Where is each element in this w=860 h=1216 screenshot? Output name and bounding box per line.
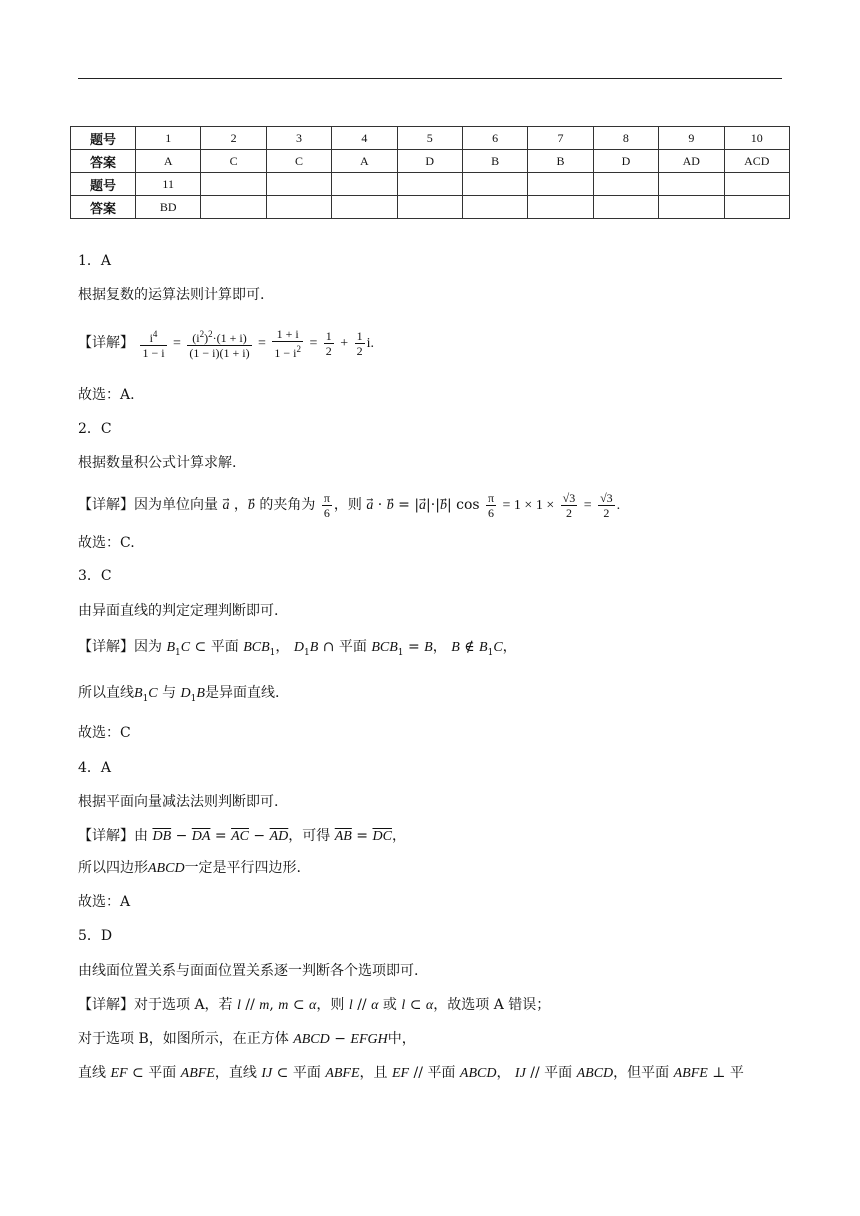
table-cell: D — [397, 150, 462, 173]
detail-label: 【详解】 — [78, 335, 134, 351]
q2-hint: 根据数量积公式计算求解. — [78, 455, 237, 471]
q4-conclusion: 故选：A — [78, 894, 131, 910]
q3-detail: 【详解】因为 $B_1C$ ⊂ 平面 $BCB_1$， $D_1B$ ∩ 平面 $BCB_1 = B$， B ∉ $B_1C$， — [78, 639, 517, 658]
answer-table — [70, 126, 790, 219]
table-head-cell: 答案 — [71, 196, 136, 219]
q5-title: 5．D — [78, 928, 113, 944]
detail-text: 由 — [134, 828, 148, 844]
table-cell — [462, 173, 527, 196]
table-cell — [528, 173, 593, 196]
formula-fraction: $\frac{\pi}{6}$ — [488, 490, 495, 520]
header-rule — [78, 78, 782, 79]
q1-hint: 根据复数的运算法则计算即可. — [78, 287, 265, 303]
detail-text: 所以直线 — [78, 685, 134, 701]
formula-fraction: $\frac{i^4}{1 - i}$ — [142, 328, 165, 360]
detail-text: 直线 — [78, 1065, 106, 1081]
detail-text: 所以四边形 — [78, 860, 148, 876]
q4-hint: 根据平面向量减法法则判断即可. — [78, 794, 279, 810]
plane-word: 平面 — [427, 1065, 456, 1081]
formula-fraction: $\frac{1}{2}$ — [325, 328, 332, 358]
q4-detail: 【详解】由 $\overline{DB} - \overline{DA} = \overline{AC} - \overline{AD}$，可得 $\overline{AB} = \overline{DC}$， — [78, 828, 406, 844]
q1-detail: 【详解】 $\frac{i^4}{1 - i}$ = $\frac{(i^2)^2\cdot(1 + i)}{(1 - i)(1 + i)}$ = $\frac{1 + i}{1 - i^2}$ = $\frac{1}{2}$ + $\frac{1}{2}$ i. — [78, 326, 374, 360]
table-cell: B — [528, 150, 593, 173]
q5-hint: 由线面位置关系与面面位置关系逐一判断各个选项即可. — [78, 963, 419, 979]
q4-title: 4．A — [78, 760, 112, 776]
table-cell: 9 — [659, 127, 724, 150]
plane-word: 平面 — [148, 1065, 177, 1081]
detail-text: ，则 — [333, 497, 362, 513]
detail-text: 平 — [729, 1065, 744, 1081]
detail-text: 因为 — [134, 639, 162, 655]
table-cell — [266, 173, 331, 196]
table-cell: 1 — [136, 127, 201, 150]
detail-label: 【详解】 — [78, 497, 134, 513]
table-row — [71, 127, 790, 150]
formula-fraction: $\frac{√3}{2}$ — [600, 490, 613, 520]
table-cell — [332, 173, 397, 196]
q3-title: 3．C — [78, 568, 112, 584]
detail-text: ，则 — [316, 997, 345, 1013]
table-cell: A — [136, 150, 201, 173]
detail-label: 【详解】 — [78, 997, 134, 1013]
detail-text: 是异面直线. — [204, 685, 280, 701]
plane-word: 平面 — [210, 639, 239, 655]
table-cell — [397, 196, 462, 219]
table-head-cell: 题号 — [71, 127, 136, 150]
detail-text: 对于选项 A，若 — [134, 997, 233, 1013]
q1-title: 1．A — [78, 253, 112, 269]
table-cell: BD — [136, 196, 201, 219]
table-cell — [593, 173, 658, 196]
table-cell: C — [201, 150, 266, 173]
detail-text: 一定是平行四边形. — [184, 860, 302, 876]
table-cell: D — [593, 150, 658, 173]
detail-text: 中， — [387, 1031, 416, 1047]
table-cell: A — [332, 150, 397, 173]
plane-word: 平面 — [544, 1065, 573, 1081]
detail-text: 与 — [162, 685, 177, 701]
table-cell: 10 — [724, 127, 789, 150]
detail-text: ，且 — [359, 1065, 388, 1081]
q2-detail: 【详解】因为单位向量 a⃗ ，b⃗ 的夹角为 $\frac{\pi}{6}$ ，则 a⃗ · b⃗ = |a⃗|·|b⃗| cos $\frac{\pi}{6}$ = 1 × 1 × $\frac{√3}{2}$ = $\frac{√3}{2}$ . — [78, 490, 621, 520]
plane-word: 平面 — [338, 639, 367, 655]
table-cell: 8 — [593, 127, 658, 150]
table-cell — [201, 173, 266, 196]
q2-title: 2．C — [78, 421, 112, 437]
detail-text: ，直线 — [214, 1065, 257, 1081]
q3-line2: 所以直线$B_1C$ 与 $D_1B$是异面直线. — [78, 685, 280, 704]
detail-text: ，故选项 A 错误； — [433, 997, 551, 1013]
detail-label: 【详解】 — [78, 639, 134, 655]
table-cell: ACD — [724, 150, 789, 173]
table-cell — [266, 196, 331, 219]
table-cell: 7 — [528, 127, 593, 150]
table-cell: 5 — [397, 127, 462, 150]
detail-text: 或 — [382, 997, 397, 1013]
detail-text: ，可得 — [288, 828, 331, 844]
table-cell: C — [266, 150, 331, 173]
q1-conclusion: 故选：A. — [78, 387, 135, 403]
detail-text: 的夹角为 — [259, 497, 316, 513]
table-row — [71, 196, 790, 219]
table-cell: AD — [659, 150, 724, 173]
table-cell — [397, 173, 462, 196]
table-cell — [201, 196, 266, 219]
table-cell — [593, 196, 658, 219]
plane-word: 平面 — [292, 1065, 321, 1081]
table-cell — [724, 196, 789, 219]
q4-line2: 所以四边形ABCD一定是平行四边形. — [78, 860, 302, 876]
q5-detail: 【详解】对于选项 A，若 l // m, m ⊂ α，则 l // α 或 l ⊂ α，故选项 A 错误； — [78, 997, 551, 1013]
table-cell: 11 — [136, 173, 201, 196]
detail-label: 【详解】 — [78, 828, 134, 844]
formula-fraction: $\frac{1 + i}{1 - i^2}$ — [274, 326, 301, 360]
formula-fraction: $\frac{1}{2}$ — [356, 328, 363, 358]
table-cell: 4 — [332, 127, 397, 150]
table-cell — [462, 196, 527, 219]
q3-hint: 由异面直线的判定定理判断即可. — [78, 603, 279, 619]
formula-fraction: $\frac{(i^2)^2\cdot(1 + i)}{(1 - i)(1 + i)}$ — [189, 328, 250, 360]
table-cell: 6 — [462, 127, 527, 150]
detail-text: 对于选项 B，如图所示，在正方体 — [78, 1031, 289, 1047]
table-cell — [659, 173, 724, 196]
table-row — [71, 173, 790, 196]
table-cell: 2 — [201, 127, 266, 150]
table-cell — [332, 196, 397, 219]
formula-fraction: $\frac{√3}{2}$ — [562, 490, 576, 520]
table-cell: B — [462, 150, 527, 173]
table-row — [71, 150, 790, 173]
q5-line2: 对于选项 B，如图所示，在正方体 ABCD − EFGH中， — [78, 1031, 416, 1047]
table-head-cell: 答案 — [71, 150, 136, 173]
detail-text: 因为单位向量 — [134, 497, 218, 513]
formula-fraction: $\frac{\pi}{6}$ — [323, 490, 330, 520]
table-cell — [528, 196, 593, 219]
q2-conclusion: 故选：C. — [78, 535, 135, 551]
q3-conclusion: 故选：C — [78, 725, 131, 741]
table-cell: 3 — [266, 127, 331, 150]
table-cell — [724, 173, 789, 196]
detail-text: ，但平面 — [613, 1065, 670, 1081]
table-cell — [659, 196, 724, 219]
table-head-cell: 题号 — [71, 173, 136, 196]
q5-line3: 直线 EF ⊂ 平面 ABFE，直线 IJ ⊂ 平面 ABFE，且 EF // 平面 ABCD， IJ // 平面 ABCD，但平面 ABFE ⊥ 平 — [78, 1065, 744, 1081]
